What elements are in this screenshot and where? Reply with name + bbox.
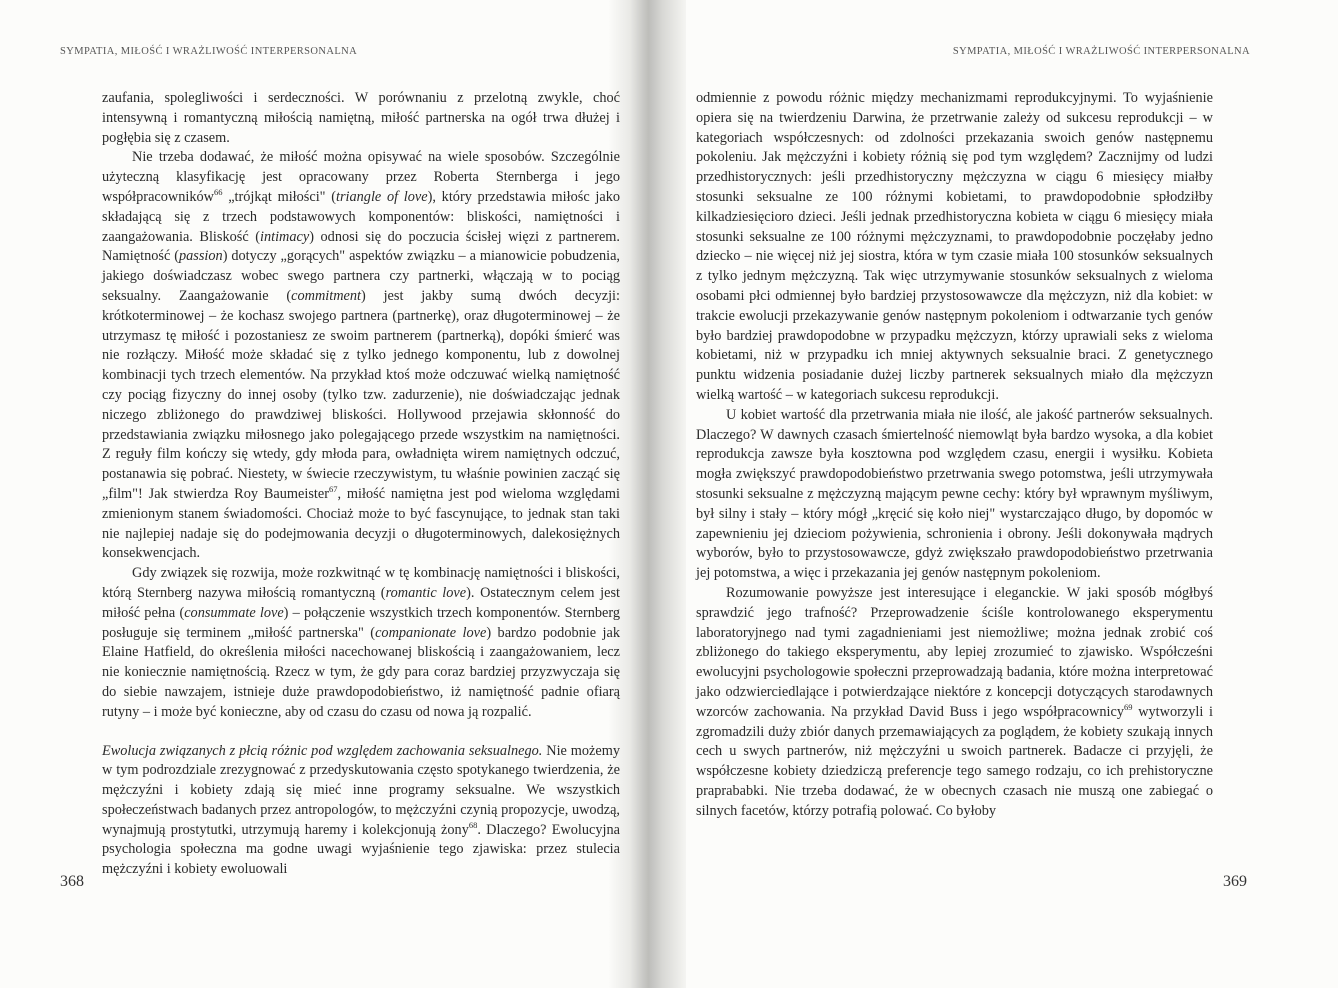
running-header-left: SYMPATIA, MIŁOŚĆ I WRAŻLIWOŚĆ INTERPERSONALNA: [60, 46, 358, 57]
italic-term: triangle of love: [335, 188, 428, 205]
right-page-body: [696, 89, 1213, 821]
paragraph-text: odmiennie z powodu różnic między mechanizmami reprodukcyjnymi. To wyjaśnienie opiera się na twierdzeniu Darwina, że przetrwanie zależy od sukcesu reprodukcji – w kategoriach współczesnych: od zdolności przekazania swoich genów następnemu pokoleniu. Jak mężczyźni i kobiety różnią się pod tym względem? Zacznijmy od ludzi przedhistorycznych: jeśli przedhistoryczny mężczyzna w ciągu 6 miesięcy miałby stosunki seksualne ze 100 różnymi kobietami, to prawdopodobnie spłodziłby kilkadziesięcioro dzieci. Jeśli jednak przedhistoryczna kobieta w ciągu 6 miesięcy miała stosunki seksualne ze 100 różnymi mężczyznami, to prawdopodobnie poczęłaby jedno dziecko – nie więcej niż jej siostra, która w tym czasie miała 100 stosunków seksualnych z tylko jednym mężczyzną. Tak więc utrzymywanie stosunków seksualnych z wieloma osobami płci odmiennej było bardziej przystosowawcze dla mężczyzn, niż dla kobiet: w trakcie ewolucji przekazywanie genów następnym pokoleniom i odtwarzanie tych genów było bardziej prawdopodobne w przypadku mężczyzn, którzy uprawiali seks z wieloma kobietami, niż w przypadku ich mniej aktywnych seksualnie braci. Z genetycznego punktu widzenia posiadanie dużej liczby partnerek seksualnych miało dla mężczyzn wielką wartość – w kategoriach sukcesu reprodukcji.: [696, 90, 1213, 403]
page-number-right: 369: [1223, 873, 1247, 890]
paragraph-text: Rozumowanie powyższe jest interesujące i eleganckie. W jaki sposób mógłbyś sprawdzić jego trafność? Przeprowadzenie ściśle kontrolowanego eksperymentu laboratoryjnego nad tymi zagadnieniami jest niemożliwe; można jednak zrobić coś zbliżonego do takiego eksperymentu, aby lepiej zrozumieć to zjawisko. Współcześni ewolucyjni psychologowie społeczni przeprowadzają badania, które można interpretować jako odzwierciedlające i potwierdzające niektóre z koncepcji dotyczących starodawnych wzorców zachowania. Na przykład David Buss i jego współpracownicy: [696, 584, 1213, 720]
paragraph: [696, 584, 1213, 822]
footnote-ref: 67: [328, 484, 338, 495]
paragraph-text: ) – połączenie wszystkich trzech komponentów. Sternberg posługuje się terminem „miłość partnerska" (: [102, 604, 620, 641]
paragraph: [102, 564, 620, 722]
italic-term: romantic love: [385, 584, 467, 601]
paragraph: [102, 89, 620, 148]
paragraph-text: zaufania, spolegliwości i serdeczności. W porównaniu z przelotną zwykle, choć intensywną i romantyczną miłością namiętną, miłość partnerska na ogół trwa dłużej i pogłębia się z czasem.: [102, 90, 620, 146]
italic-term: companionate love: [375, 624, 487, 641]
paragraph: [102, 148, 620, 564]
paragraph: [102, 742, 620, 881]
paragraph-text: ) odnosi się do poczucia ścisłej więzi z partnerem. Namiętność (: [102, 228, 620, 265]
paragraph-text: wytworzyli i zgromadzili duży zbiór danych przemawiających za poglądem, że kobiety szukają innych cech u swych partnerów, niż mężczyźni u swoich partnerek. Badacze ci przyjęli, że współczesne kobiety dziedziczą preferencje tego samego rodzaju, co ich prehistoryczne praprababki. Nie trzeba dodawać, że w obecnych czasach nie muszą one zabiegać o silnych facetów, którzy potrafią polować. Co byłoby: [696, 703, 1213, 819]
paragraph-text: Nie trzeba dodawać, że miłość można opisywać na wiele sposobów. Szczególnie użyteczną klasyfikację jest opracowany przez Roberta Sternberga i jego współpracowników: [102, 149, 620, 205]
right-page: [666, 0, 1338, 988]
paragraph: [696, 89, 1213, 406]
paragraph-text: ). Ostatecznym celem jest miłość pełna (: [102, 584, 620, 621]
paragraph-text: ), który przedstawia miłośc jako składającą się z trzech podstawowych komponentów: bliskości, namiętności i zaangażowania. Bliskość (: [102, 188, 620, 245]
paragraph-text: Gdy związek się rozwija, może rozkwitnąć w tę kombinację namiętności i bliskości, którą Sternberg nazywa miłością romantyczną (: [102, 565, 620, 601]
section-title: Ewolucja związanych z płcią różnic pod względem zachowania seksualnego.: [102, 742, 543, 759]
footnote-ref: 69: [1123, 701, 1133, 712]
paragraph-text: „trójkąt miłości" (: [222, 188, 336, 205]
paragraph-text: U kobiet wartość dla przetrwania miała nie ilość, ale jakość partnerów seksualnych. Dlaczego? W dawnych czasach śmiertelność niemowląt była bardzo wysoka, a dla kobiet reprodukcja zawsze była kosztowna pod względem czasu, energii i wysiłku. Kobieta mogła zwiększyć prawdopodobieństwo przetrwania swego potomstwa, jeśli utrzymywała stosunki seksualne z mężczyzną mającym pewne cechy: który był wprawnym myśliwym, był silny i stały – który mógł „kręcić się koło niej" wystarczająco długo, by dopomóc w zapewnieniu jej dzieciom pożywienia, schronienia i obrony. Jeśli dokonywała mądrych wyborów, było to przystosowawcze, gdyż zwiększało prawdopodobieństwo przetrwania jej potomstwa, a więc i przekazania jej genów następnym pokoleniom.: [696, 406, 1213, 582]
running-header-right: SYMPATIA, MIŁOŚĆ I WRAŻLIWOŚĆ INTERPERSONALNA: [952, 46, 1250, 57]
italic-term: intimacy: [259, 228, 310, 245]
footnote-ref: 68: [468, 819, 478, 830]
page-number-left: 368: [60, 873, 84, 890]
paragraph-text: , miłość namiętna jest pod wieloma względami zmienionym stanem świadomości. Chociaż może to być fascynujące, to jednak stan taki nie najlepiej nadaje się do podejmowania decyzji o długoterminowych, dalekosiężnych konsekwencjach.: [102, 485, 620, 562]
left-page-body: [102, 89, 620, 880]
paragraph-text: ) jest jakby sumą dwóch decyzji: krótkoterminowej – że kochasz swojego partnera (partnerkę), oraz długoterminowej – że utrzymasz tę miłość i pozostaniesz ze swoim partnerem (partnerką), dopóki śmierć was nie rozłączy. Miłość może składać się z tylko jednego komponentu, lub z dowolnej kombinacji tych trzech elementów. Na przykład ktoś może odczuwać wielką namiętność czy pociąg fizyczny do innej osoby (tylko tzw. zadurzenie), nie doświadczając jednak niczego zbliżonego do prawdziwej bliskości. Hollywood przejawia skłonność do przedstawiania związku miłosnego jako polegającego przede wszystkim na namiętności. Z reguły film kończy się wtedy, gdy młoda para, owładnięta wirem namiętnych odczuć, postanawia się pobrać. Niestety, w świecie rzeczywistym, tu właśnie powinien zacząć się „film"! Jak stwierdza Roy Baumeister: [102, 287, 621, 502]
italic-term: passion: [178, 248, 223, 265]
left-page: [0, 0, 640, 988]
italic-term: commitment: [291, 287, 362, 304]
paragraph: [696, 406, 1213, 584]
paragraph-text: ) bardzo podobnie jak Elaine Hatfield, do określenia miłości nacechowanej bliskością i zaangażowaniem, lecz nie koniecznie namiętnością. Rzecz w tym, że gdy para coraz bardziej przyzwyczaja się do siebie nawzajem, istnieje duże prawdopodobieństwo, iż namiętność padnie ofiarą rutyny – i może być konieczne, aby od czasu do czasu od nowa ją rozpalić.: [102, 624, 620, 720]
paragraph-text: Nie możemy w tym podrozdziale zrezygnować z przedyskutowania często spotykanego twierdzenia, że mężczyźni i kobiety zdają się mieć inne programy seksualne. We wszystkich społeczeństwach badanych przez antropologów, to mężczyźni czynią propozycje, uwodzą, wynajmują prostytutki, utrzymują haremy i kolekcjonują żony: [102, 742, 620, 838]
paragraph-text: . Dlaczego? Ewolucyjna psychologia społeczna ma godne uwagi wyjaśnienie tego zjawiska: przez stulecia mężczyźni i kobiety ewoluowali: [102, 821, 620, 878]
paragraph-text: ) dotyczy „gorących" aspektów związku – a mianowicie pobudzenia, jakiego doświadczasz wobec swego partnera czy partnerki, włączają w to pociąg seksualny. Zaangażowanie (: [102, 248, 620, 304]
italic-term: consummate love: [184, 604, 284, 621]
footnote-ref: 66: [213, 187, 223, 198]
